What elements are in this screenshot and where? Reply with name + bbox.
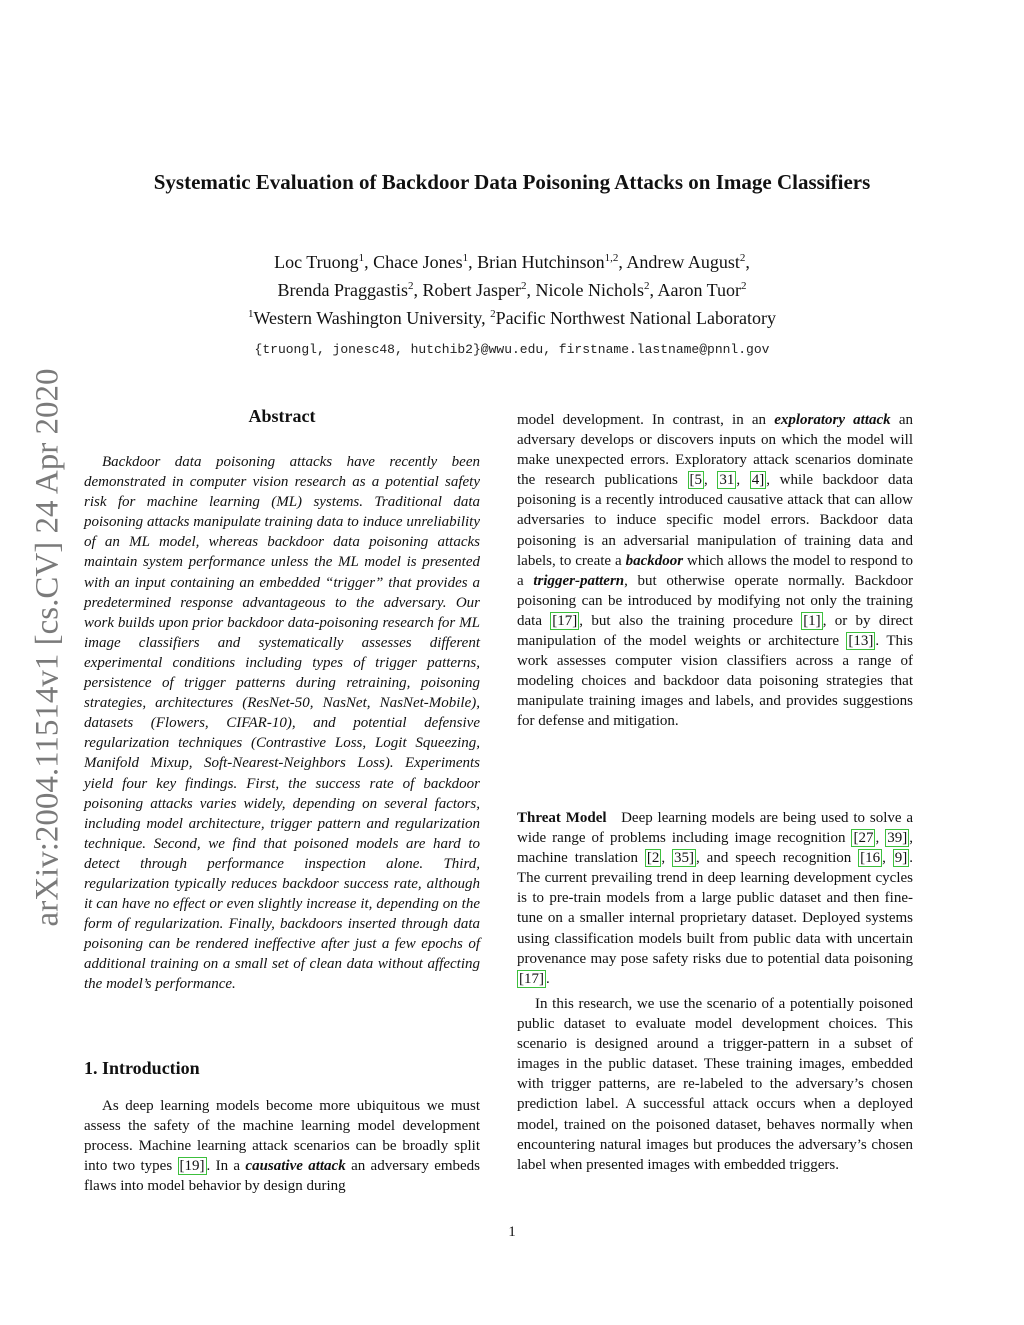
section-heading-introduction: 1. Introduction — [84, 1058, 200, 1078]
term-causative-attack: causative attack — [245, 1158, 346, 1175]
citation-link[interactable]: [5 — [689, 472, 702, 489]
citation-link[interactable]: 35] — [674, 850, 695, 867]
author-name: Andrew August — [626, 252, 740, 272]
body-text: , but otherwise operate normally. Backdoor poisoning can be introduced by modifying not only the training data — [517, 572, 913, 629]
abstract-body — [84, 452, 480, 995]
threat-model-heading: Threat Model — [517, 810, 607, 826]
right-paragraph-1: model development. In contrast, in an exploratory attack an adversary develops or discovers inputs on which the model will make unexpected errors. Exploratory attack scenarios dominate the research publications [5 , 31 , 4] , while backdoor data poisoning is a recently introduced causative attack that can allow adversaries to induce specific model errors. Backdoor data poisoning is an adversarial manipulation of training data and labels, to create a backdoor which allows the model to respond to a trigger-pattern, but otherwise operate normally. Backdoor poisoning can be introduced by modifying not only the training data [17] , but also the training procedure [1] , or by direct manipulation of the model weights or architecture [13] . This work assesses computer vision classifiers across a range of modeling choices and backdoor data poisoning strategies that manipulate training images and labels, and provides suggestions for defense and mitigation. — [517, 412, 914, 730]
author-name: Loc Truong — [274, 252, 359, 272]
body-text: model development. In contrast, in an — [517, 412, 775, 428]
author-name: Brian Hutchinson — [477, 252, 605, 272]
abstract-text: Backdoor data poisoning attacks have recently been demonstrated in computer vision research as a potential safety risk for machine learning (ML) systems. Traditional data poisoning attacks manipulate training data to induce unreliability of an ML model, whereas backdoor data poisoning attacks maintain system performance unless the ML model is presented with an input containing an embedded “trigger” that provides a predetermined response advantageous to the adversary. Our work builds upon prior backdoor data-poisoning research for ML image classifiers and systematically assesses different experimental conditions including types of trigger patterns, persistence of trigger patterns during retraining, poisoning strategies, architectures (ResNet-50, NasNet, NasNet-Mobile), datasets (Flowers, CIFAR-10), and potential defensive regularization techniques (Contrastive Loss, Logit Squeezing, Manifold Mixup, Soft-Nearest-Neighbors Loss). Experiments yield four key findings. First, the success rate of backdoor poisoning attacks varies widely, depending on several factors, including model architecture, trigger pattern and regularization technique. Second, we find that poisoned models are hard to detect through performance inspection alone. Third, regularization typically reduces backdoor success rate, although it can have no effect or even slightly increase it, depending on the form of regularization. Finally, backdoors inserted through data poisoning can be rendered ineffective after just a few epochs of additional training on a small set of clean data without affecting the model’s performance. — [84, 454, 480, 993]
citation-link[interactable]: 39] — [887, 830, 908, 847]
right-paragraph-3 — [517, 994, 913, 1175]
intro-text: As deep learning models become more ubiquitous we must assess the safety of the machine learning model development process. Machine learning attack scenarios can be broadly split into two types — [84, 1098, 480, 1175]
author-separator: , — [468, 252, 478, 272]
body-text: . The current prevailing trend in deep learning development cycles is to pre-train models from a large public dataset and then fine-tune on a smaller internal proprietary dataset. Deployed systems using classification models built from public data with uncertain provenance may pose safety risks due to potential data poisoning — [517, 850, 914, 967]
affiliation-separator: , — [481, 308, 491, 328]
author-affiliation: 1 — [462, 252, 469, 264]
body-text: . — [546, 970, 550, 987]
affiliation-name: Pacific Northwest National Laboratory — [495, 308, 776, 328]
author-affiliation: 2 — [520, 280, 527, 292]
body-text: , while backdoor data poisoning is a recently introduced causative attack that can allow adversaries to induce specific model errors. Backdoor data poisoning is an adversarial manipulation of training data and labels, to create a — [517, 472, 914, 569]
term-backdoor: backdoor — [625, 552, 684, 569]
author-emails: {truongl, jonesc48, hutchib2}@wwu.edu, firstname.lastname@pnnl.gov — [254, 342, 770, 357]
body-text: , or by direct manipulation of the model weights or architecture — [517, 612, 914, 650]
body-text: , but also the training procedure — [579, 612, 802, 629]
body-text: which allows the model to respond to a — [517, 552, 913, 589]
arxiv-stamp-text: arXiv:2004.11514v1 [cs.CV] 24 Apr 2020 — [29, 368, 66, 927]
page-number: 1 — [508, 1224, 516, 1240]
affiliation-number: 1 — [248, 308, 254, 320]
author-separator: , — [526, 280, 536, 300]
author-affiliation: 1 — [358, 252, 365, 264]
citation-link[interactable]: [16 — [860, 850, 881, 867]
citation-link[interactable]: [27 — [853, 830, 874, 847]
author-name: Brenda Praggastis — [277, 280, 408, 300]
arxiv-stamp — [28, 350, 68, 945]
body-text: , and speech recognition — [696, 850, 859, 867]
author-line-2 — [0, 280, 1024, 301]
term-exploratory-attack: exploratory attack — [774, 412, 891, 428]
intro-paragraph — [84, 1096, 480, 1196]
citation-link[interactable]: [17] — [519, 970, 544, 987]
body-text: . This work assesses computer vision classifiers across a range of modeling choices and backdoor data poisoning strategies that manipulate training images and labels, and provides suggestions for defense and mitigation. — [517, 633, 913, 730]
citation-link[interactable]: [13] — [848, 633, 874, 650]
citation-link[interactable]: [1] — [803, 612, 821, 629]
affiliation-number: 2 — [490, 308, 496, 320]
citation-link[interactable]: [2 — [646, 850, 660, 867]
affiliation-name: Western Washington University — [253, 308, 482, 328]
affiliations-line — [0, 308, 1024, 329]
body-text: In this research, we use the scenario of a potentially poisoned public dataset to evaluate model development choices. This scenario is designed around a trigger-pattern in a subset of images in the public dataset. These training images, embedded with trigger patterns, are re-labeled to the adversary’s chosen prediction label. A successful attack occurs when a deployed model, trained on the poisoned dataset, behaves normally when encountering natural images but produces the adversary’s chosen label when presented images with embedded triggers. — [517, 996, 913, 1173]
author-name: Robert Jasper — [422, 280, 521, 300]
intro-text: . In a — [206, 1158, 246, 1175]
citation-link[interactable]: 31 — [719, 472, 735, 489]
citation-link[interactable]: 9] — [894, 850, 908, 867]
author-affiliation: 2 — [740, 280, 747, 292]
author-affiliation: 2 — [739, 252, 746, 264]
author-separator: , — [745, 252, 750, 272]
citation-link[interactable]: 4] — [751, 472, 765, 489]
citation-link[interactable]: [19] — [179, 1158, 205, 1175]
body-text: , machine translation — [517, 830, 913, 867]
body-text: an adversary develops or discovers inputs on which the model will make unexpected errors. Exploratory attack scenarios dominate the research publications — [517, 412, 913, 489]
paper-title: Systematic Evaluation of Backdoor Data Poisoning Attacks on Image Classifiers — [153, 170, 871, 194]
author-separator: , — [413, 280, 423, 300]
author-affiliation: 2 — [643, 280, 650, 292]
author-line-1 — [0, 252, 1024, 273]
abstract-heading: Abstract — [248, 406, 316, 426]
author-name: Nicole Nichols — [535, 280, 644, 300]
author-affiliation: 2 — [407, 280, 414, 292]
term-trigger-pattern: trigger-pattern — [533, 572, 625, 589]
author-separator: , — [649, 280, 658, 300]
author-name: Chace Jones — [373, 252, 463, 272]
body-text: Deep learning models are being used to solve a wide range of problems including image recognition — [517, 810, 914, 847]
author-separator: , — [618, 252, 627, 272]
author-separator: , — [364, 252, 374, 272]
right-paragraph-threat-model: Threat Model Deep learning models are being used to solve a wide range of problems including image recognition [27 , 39] , machine translation [2 , 35] , and speech recognition [16 , 9] . The current prevailing trend in deep learning development cycles is to pre-train models from a large public dataset and then fine-tune on a smaller internal proprietary dataset. Deployed systems using classification models built from public data with uncertain provenance may pose safety risks due to potential data poisoning [17] . — [517, 810, 914, 987]
author-affiliation: 1,2 — [604, 252, 619, 264]
citation-link[interactable]: [17] — [552, 612, 578, 629]
intro-text: an adversary embeds flaws into model behavior by design during — [84, 1158, 481, 1195]
author-name: Aaron Tuor — [657, 280, 741, 300]
